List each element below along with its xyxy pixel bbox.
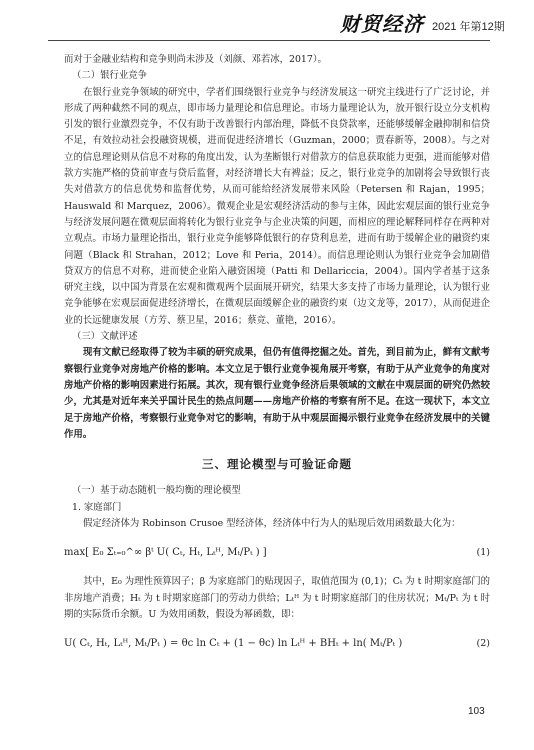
subsection-heading-model: （一）基于动态随机一般均衡的理论模型 <box>72 485 241 497</box>
paragraph-bank-competition: 在银行业竞争领域的研究中，学者们围绕银行业竞争与经济发展这一研究主线进行了广泛讨论，并形成了两种截然不同的观点，即市场力量理论和信息理论。市场力量理论认为，放开银行设立分支机构引发的银行业激烈竞争，不仅有助于改善银行内部治理，降低不良贷款率，还能够缓解金融抑制和信贷不足，有效拉动社会投融资规模，进而促进经济增长（Guzman，2000；贾春新等，2008）。与之对立的信息理论则从信息不对称的角度出发，认为垄断银行对借款方的信息获取能力更强，进而能够对借款方实施严格的贷前审查与贷后监督，对经济增长大有裨益；反之，银行业竞争的加剧将会导致银行丧失对借款方的信息优势和监督优势，从而可能给经济发展带来风险（Petersen 和 Rajan，1995；Hauswald 和 Marquez，2006）。微观企业是宏观经济活动的参与主体，因此宏观层面的银行业竞争与经济发展问题在微观层面将转化为银行业竞争与企业决策的问题，而相应的理论解释同样存在两种对立观点。市场力量理论指出，银行业竞争能够降低银行的存贷利息差，进而有助于缓解企业的融资约束问题（Black 和 Strahan，2012；Love 和 Peria，2014）。而信息理论则认为银行业竞争会加剧借贷双方的信息不对称，进而使企业陷入融资困境（Patti 和 Dellariccia，2004）。国内学者基于这条研究主线，以中国为背景在宏观和微观两个层面展开研究，结果大多支持了市场力量理论，认为银行业竞争能够在宏观层面促进经济增长，在微观层面缓解企业的融资约束（边文龙等，2017），从而促进企业的长远健康发展（方芳、蔡卫星，2016；蔡竞、董艳，2016）。 <box>64 86 490 326</box>
journal-logo: 财贸经济 <box>340 12 424 36</box>
section-heading: 三、理论模型与可验证命题 <box>202 459 352 472</box>
equation-1-expression: max[ E₀ Σₜ₌₀^∞ βᵗ U( Cₜ, Hₜ, Lₜᴴ, Mₜ/Pₜ ) ] <box>64 547 267 559</box>
article-body <box>64 52 490 665</box>
page-header <box>0 0 534 44</box>
header-rule <box>48 40 490 41</box>
equation-1-number: (1) <box>476 547 490 559</box>
paragraph-review: 现有文献已经取得了较为丰硕的研究成果，但仍有值得挖掘之处。首先，到目前为止，鲜有文献考察银行业竞争对房地产价格的影响。本文立足于银行业竞争视角展开考察，有助于从产业竞争的角度对房地产价格的影响因素进行拓展。其次，现有银行业竞争经济后果领域的文献在中观层面的研究仍然较少，尤其是对近年来关乎国计民生的热点问题——房地产价格的考察有所不足。在这一现状下，本文立足于房地产价格，考察银行业竞争对它的影响，有助于从中观层面揭示银行业竞争在经济发展中的关键作用。 <box>64 347 490 440</box>
equation-2 <box>64 627 490 661</box>
subsection-heading-review: （三）文献评述 <box>72 331 138 343</box>
equation-2-number: (2) <box>476 638 490 650</box>
issue-label: 2021 年第12期 <box>432 21 505 33</box>
subsection-heading-household: 1. 家庭部门 <box>72 501 122 513</box>
paragraph-assumption: 假定经济体为 Robinson Crusoe 型经济体，经济体中行为人的贴现后效用函数最大化为： <box>83 518 461 530</box>
equation-2-expression: U( Cₜ, Hₜ, Lₜᴴ, Mₜ/Pₜ ) = θc ln Cₜ + (1 − θc) ln Lₜᴴ + BHₜ + ln( Mₜ/Pₜ ) <box>64 638 403 650</box>
page-number: 103 <box>468 706 485 717</box>
subsection-heading-bank: （二）银行业竞争 <box>72 70 148 82</box>
equation-1 <box>64 536 490 570</box>
paragraph-continuation: 而对于金融业结构和竞争则尚未涉及（刘颜、邓若冰，2017）。 <box>64 54 327 65</box>
paragraph-definitions: 其中，E₀ 为理性预算因子；β 为家庭部门的贴现因子，取值范围为 (0,1)；Cₜ 为 t 时期家庭部门的非房地产消费；Hₜ 为 t 时期家庭部门的劳动力供给；Lₜᴴ 为 t 时期家庭部门的住房状况；Mₜ/Pₜ 为 t 时期的实际货币余额。U 为效用函数，假设为幂函数，即： <box>64 576 490 620</box>
